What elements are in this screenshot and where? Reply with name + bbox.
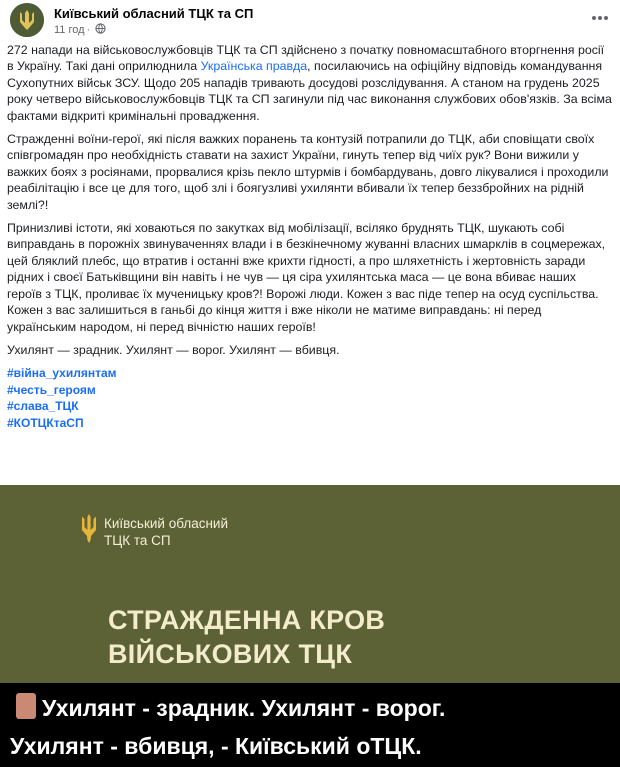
post-paragraph-1: [7, 42, 613, 124]
banner-title: [108, 603, 385, 671]
hashtag-link[interactable]: #війна_ухилянтам: [7, 366, 117, 381]
post-time[interactable]: 11 год: [54, 24, 85, 36]
post-paragraph-3: Принизливі істоти, які ховаються по закутках від мобілізації, всіляко бруднять ТЦК, шукають собі виправдань в порожніх звинуваченнях влади і в безкінечному жуванні власних шмарклів в соцмережах, цей бляклий плебс, що втратив і останні вже крихти гідності, а про шляхетність і жертовність заради рідних і своєї Батьківщини він навіть і не чув — ця сіра ухилянтська маса — це вона вбиває наших героїв з ТЦК, проливає їх мученицьку кров?! Ворожі люди. Кожен з вас піде тепер на осуд суспільства. Кожен з вас залишиться в ганьбі до кінця життя і вже ніколи не матиме виправдань: ні перед українським народом, ні перед вічністю наших героїв!: [7, 221, 606, 334]
post-image-banner[interactable]: [0, 485, 620, 683]
hashtag-link[interactable]: #честь_героям: [7, 382, 96, 397]
page-name[interactable]: Київський обласний ТЦК та СП: [54, 6, 254, 21]
post-header: [0, 0, 620, 38]
more-options-icon[interactable]: [586, 4, 614, 32]
caption-line-1: Ухилянт - зрадник. Ухилянт - ворог.: [42, 695, 446, 721]
image-caption: [10, 689, 610, 765]
banner-org-name: [104, 515, 228, 549]
trident-icon: [78, 512, 100, 551]
trident-emblem-icon[interactable]: [10, 3, 44, 37]
source-link[interactable]: Українська правда: [200, 59, 308, 74]
post-paragraph-2: Стражденні воїни-герої, які після важких поранень та контузій потрапили до ТЦК, аби сповіщати своїх співгромадян про необхідність ставати на захист України, гинуть тепер від чиїх рук? Вони вижили у важких боях з росіянами, прорвалися крізь пекло штурмів і бомбардувань, довго лікувалися і проходили реабілітацію і все це для того, щоб злі і боягузливі ухилянти вбивали їх тепер беззбройних на рідній землі?!: [7, 132, 609, 212]
post-paragraph-4: Ухилянт — зрадник. Ухилянт — ворог. Ухилянт — вбивця.: [7, 342, 340, 357]
caption-line-1-row: [10, 689, 610, 727]
paragraph-1-end: , посилаючись на офіційну відповідь командування Сухопутних військ ЗСУ. Щодо 205 нападів тривають досудові розслідування. А станом на грудень 2025 року четверо військовослужбовців ТЦК та СП загинули під час виконання службових обов'язків. За всіма фактами відкриті кримінальні провадження.: [7, 59, 612, 123]
hashtag-list: [7, 365, 613, 431]
globe-icon: [95, 23, 106, 37]
meta-separator: ·: [86, 24, 91, 36]
banner-title-line-2: ВІЙСЬКОВИХ ТЦК: [108, 639, 353, 669]
banner-org-line-1: Київський обласний: [104, 516, 229, 531]
post-meta: [54, 23, 106, 37]
caption-line-2: Ухилянт - вбивця, - Київський оТЦК.: [10, 733, 422, 759]
paragraph-1-start: 272 напади на військовослужбовців ТЦК та СП здійснено з початку повномасштабного вторгнення росії в Україну. Такі дані оприлюднила: [7, 43, 605, 74]
hashtag-link[interactable]: #КОТЦКтаСП: [7, 415, 84, 430]
hashtag-link[interactable]: #слава_ТЦК: [7, 399, 79, 414]
post-body: [7, 42, 613, 431]
banner-title-line-1: СТРАЖДЕННА КРОВ: [108, 605, 386, 635]
banner-org-line-2: ТЦК та СП: [104, 533, 171, 548]
image-caption-bar: [0, 683, 620, 767]
